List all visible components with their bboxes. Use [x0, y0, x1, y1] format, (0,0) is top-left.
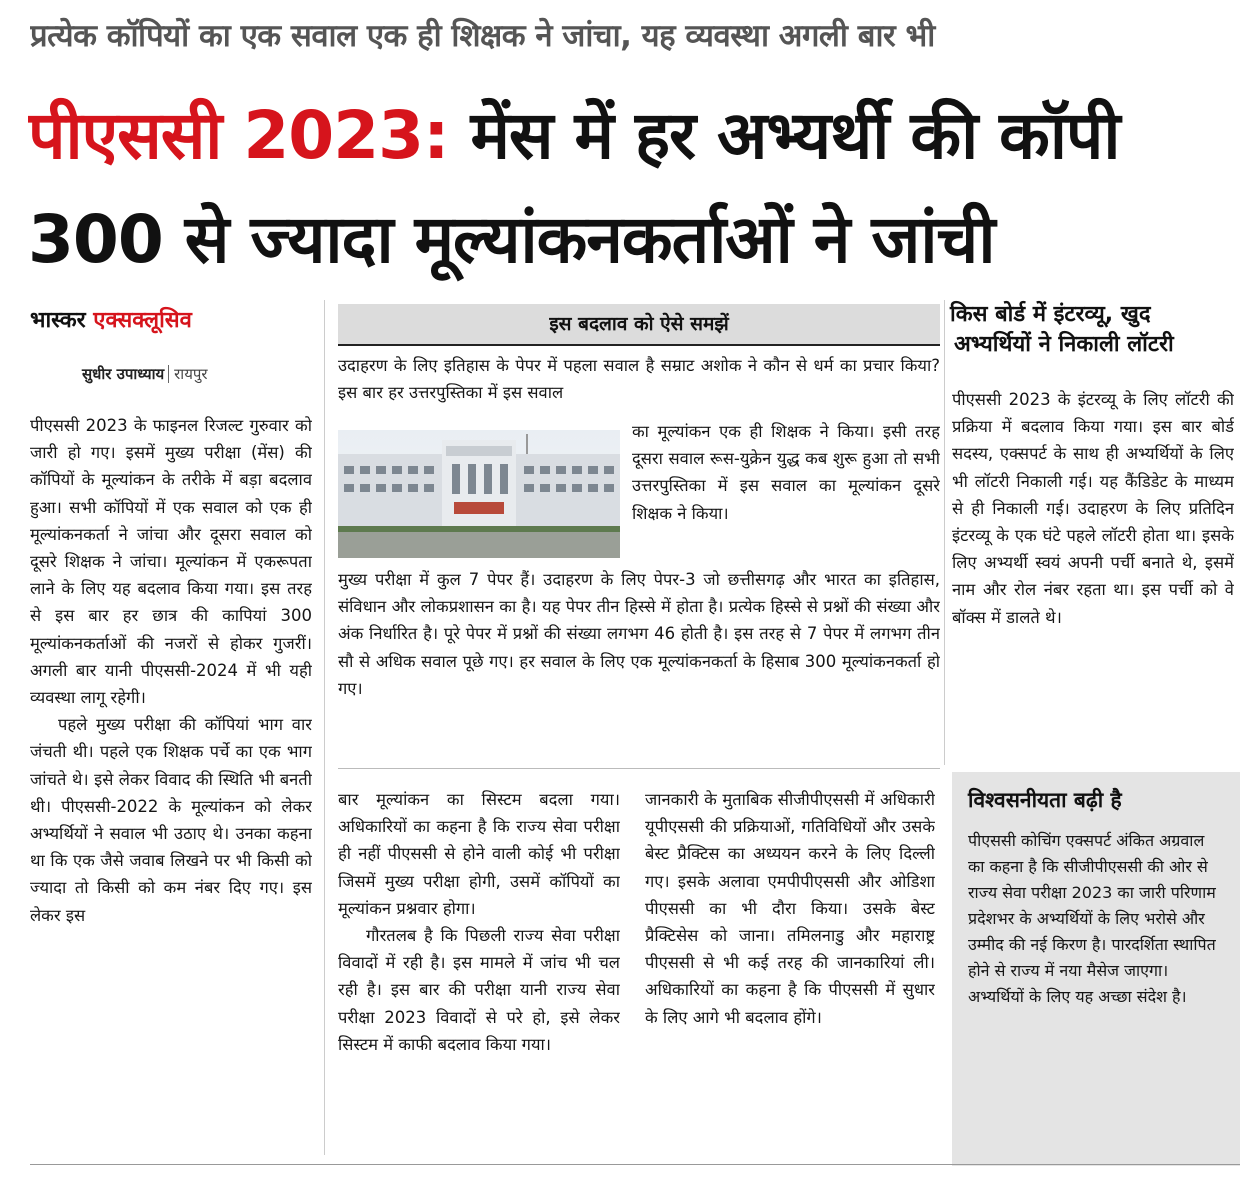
paragraph: जानकारी के मुताबिक सीजीपीएससी में अधिकारी यूपीएससी की प्रक्रियाओं, गतिविधियों और उसके बेस्ट प्रैक्टिस का अध्ययन करने के लिए दिल्ली गए। इसके अलावा एमपीपीएससी और ओडिशा पीएससी का भी दौरा किया। उसके बेस्ट प्रैक्टिसेस को जाना। तमिलनाडु और महाराष्ट्र पीएससी से भी कई तरह की जानकारियां ली। अधिकारियों का कहना है कि पीएससी में सुधार के लिए आगे भी बदलाव होंगे।	[645, 790, 935, 1027]
explainer-beside-photo: का मूल्यांकन एक ही शिक्षक ने किया। इसी तरह दूसरा सवाल रूस-युक्रेन युद्ध कब शुरू हुआ तो सभी उत्तरपुस्तिका में इस सवाल का मूल्यांकन दूसरे शिक्षक ने किया।	[632, 422, 940, 523]
brand-part-1: भास्कर	[30, 308, 86, 333]
paragraph: पीएससी 2023 के फाइनल रिजल्ट गुरुवार को जारी हो गए। इसमें मुख्य परीक्षा (मेंस) की कॉपियों के मूल्यांकन के तरीके में बड़ा बदलाव हुआ। सभी कॉपियों में एक सवाल को एक ही मूल्यांकनकर्ता ने जांचा और दूसरा सवाल को दूसरे शिक्षक ने जांचा। मूल्यांकन में एकरूपता लाने के लिए यह बदलाव किया गया। इस तरह से इस बार हर छात्र की कापियां 300 मूल्यांकनकर्ताओं की नजरों से होकर गुजरीं। अगली बार यानी पीएससी-2024 में भी यही व्यवस्था लागू रहेगी।	[30, 416, 312, 708]
headline-line-1-rest: मेंस में हर अभ्यर्थी की कॉपी	[448, 97, 1120, 174]
explainer-title: इस बदलाव को ऐसे समझें	[549, 313, 729, 335]
paragraph: गौरतलब है कि पिछली राज्य सेवा परीक्षा विवादों में रही है। इस मामले में जांच भी चल रही है। इस बार की परीक्षा यानी राज्य सेवा परीक्षा 2023 विवादों से परे हो, इसे लेकर सिस्टम में काफी बदलाव किया गया।	[338, 926, 620, 1054]
column-divider	[324, 300, 325, 1155]
building-photo-graphic	[338, 430, 620, 558]
sidebar-headline	[950, 300, 1240, 360]
sidebar-article: पीएससी 2023 के इंटरव्यू के लिए लॉटरी की प्रक्रिया में बदलाव किया गया। इस बार बोर्ड सदस्य, एक्सपर्ट के साथ ही अभ्यर्थियों के लिए भी लॉटरी निकाली गई। यह कैंडिडेट के माध्यम से ही निकाली गई। उदाहरण के लिए प्रतिदिन इंटरव्यू के एक घंटे पहले लॉटरी होता था। इसके लिए अभ्यर्थी स्वयं अपनी पर्ची बनाते थे, इसमें नाम और रोल नंबर रहता था। इस पर्ची को वे बॉक्स में डालते थे।	[952, 390, 1234, 627]
article-column-2	[338, 786, 620, 1146]
quote-box-text: पीएससी कोचिंग एक्सपर्ट अंकित अग्रवाल का कहना है कि सीजीपीएससी की ओर से राज्य सेवा परीक्षा 2023 का जारी परिणाम प्रदेशभर के अभ्यर्थियों के लिए भरोसे और उम्मीद की नई किरण है। पारदर्शिता स्थापित होने से राज्य में नया मैसेज जाएगा। अभ्यर्थियों के लिए यह अच्छा संदेश है।	[968, 831, 1216, 1006]
byline	[82, 364, 312, 384]
headline-line-1	[28, 88, 1233, 178]
paragraph: बार मूल्यांकन का सिस्टम बदला गया। अधिकारियों का कहना है कि राज्य सेवा परीक्षा ही नहीं पीएससी से होने वाली कोई भी परीक्षा जिसमें मुख्य परीक्षा होगी, उसमें कॉपियों का मूल्यांकन प्रश्नवार होगा।	[338, 790, 620, 918]
building-photo	[338, 430, 620, 558]
section-divider	[338, 768, 940, 769]
bottom-rule	[30, 1164, 1240, 1165]
headline-highlight: पीएससी 2023:	[28, 97, 449, 174]
sidebar-headline-line-1: किस बोर्ड में इंटरव्यू, खुद	[950, 302, 1151, 327]
article-column-3	[645, 786, 935, 1146]
article-column-1	[30, 412, 312, 1152]
explainer-body: मुख्य परीक्षा में कुल 7 पेपर हैं। उदाहरण के लिए पेपर-3 जो छत्तीसगढ़ और भारत का इतिहास, संविधान और लोकप्रशासन का है। यह पेपर तीन हिस्से में होता है। प्रत्येक हिस्से से प्रश्नों की संख्या और अंक निर्धारित है। पूरे पेपर में प्रश्नों की संख्या लगभग 46 होती है। इस तरह से 7 पेपर में लगभग तीन सौ से अधिक सवाल पूछे गए। हर सवाल के लिए एक मूल्यांकनकर्ता के हिसाब 300 मूल्यांकनकर्ता हो गए।	[338, 570, 940, 698]
quote-box-title: विश्वसनीयता बढ़ी है	[968, 788, 1122, 812]
byline-author: सुधीर उपाध्याय	[82, 365, 165, 383]
byline-city: रायपुर	[168, 365, 207, 383]
kicker-headline: प्रत्येक कॉपियों का एक सवाल एक ही शिक्षक ने जांचा, यह व्यवस्था अगली बार भी	[30, 18, 935, 54]
brand-label	[30, 304, 310, 334]
sidebar-headline-line-2: अभ्यर्थियों ने निकाली लॉटरी	[954, 332, 1174, 357]
paragraph: पहले मुख्य परीक्षा की कॉपियां भाग वार जंचती थी। पहले एक शिक्षक पर्चे का एक भाग जांचते थे। इसे लेकर विवाद की स्थिति भी बनती थी। पीएससी-2022 के मूल्यांकन को लेकर अभ्यर्थियों ने सवाल भी उठाए थे। उनका कहना था कि एक जैसे जवाब लिखने पर भी किसी को ज्यादा तो किसी को कम नंबर दिए गए। इस लेकर इस	[30, 715, 312, 925]
headline-line-2: 300 से ज्यादा मूल्यांकनकर्ताओं ने जांची	[28, 201, 995, 278]
explainer-intro: उदाहरण के लिए इतिहास के पेपर में पहला सवाल है सम्राट अशोक ने कौन से धर्म का प्रचार किया? इस बार हर उत्तरपुस्तिका में इस सवाल	[338, 356, 940, 403]
column-divider	[944, 300, 945, 765]
brand-part-2: एक्सक्लूसिव	[93, 308, 192, 333]
